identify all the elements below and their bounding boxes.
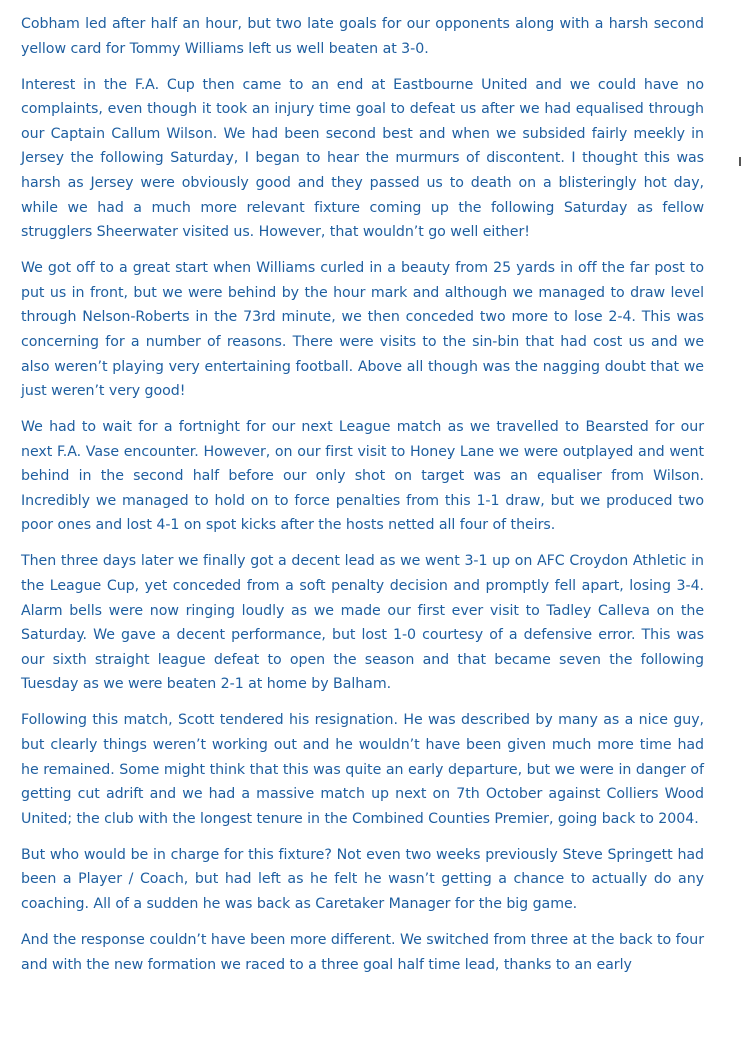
paragraph-8: And the response couldn’t have been more different. We switched from three at the back to four and with the new formation we raced to a three goal half time lead, thanks to an early xyxy=(21,931,704,973)
paragraph-1: Cobham led after half an hour, but two late goals for our opponents along with a harsh second yellow card for Tommy Williams left us well beaten at 3-0. xyxy=(21,16,704,57)
margin-mark xyxy=(739,157,741,166)
paragraph-4: We had to wait for a fortnight for our next League match as we travelled to Bearsted for our next F.A. Vase encounter. However, on our first visit to Honey Lane we were outplayed and went behind in the second half before our only shot on target was an equaliser from Wilson. Incredibly we managed to hold on to force penalties from this 1-1 draw, but we produced two poor ones and lost 4-1 on spot kicks after the hosts netted all four of theirs. xyxy=(21,419,704,534)
paragraph-5: Then three days later we finally got a decent lead as we went 3-1 up on AFC Croydon Athletic in the League Cup, yet conceded from a soft penalty decision and promptly fell apart, losing 3-4. Alarm bells were now ringing loudly as we made our first ever visit to Tadley Calleva on the Saturday. We gave a decent performance, but lost 1-0 courtesy of a defensive error. This was our sixth straight league defeat to open the season and that became seven the following Tuesday as we were beaten 2-1 at home by Balham. xyxy=(21,553,704,693)
paragraph-7: But who would be in charge for this fixture? Not even two weeks previously Steve Springett had been a Player / Coach, but had left as he felt he wasn’t getting a chance to actually do any coaching. All of a sudden he was back as Caretaker Manager for the big game. xyxy=(21,846,704,912)
paragraph-6: Following this match, Scott tendered his resignation. He was described by many as a nice guy, but clearly things weren’t working out and he wouldn’t have been given much more time had he remained. Some might think that this was quite an early departure, but we were in danger of getting cut adrift and we had a massive match up next on 7th October against Colliers Wood United; the club with the longest tenure in the Combined Counties Premier, going back to 2004. xyxy=(21,712,704,827)
paragraph-3: We got off to a great start when Williams curled in a beauty from 25 yards in off the far post to put us in front, but we were behind by the hour mark and although we managed to draw level through Nelson-Roberts in the 73rd minute, we then conceded two more to lose 2-4. This was concerning for a number of reasons. There were visits to the sin-bin that had cost us and we also weren’t playing very entertaining football. Above all though was the nagging doubt that we just weren’t very good! xyxy=(21,260,704,400)
paragraph-2: Interest in the F.A. Cup then came to an end at Eastbourne United and we could have no complaints, even though it took an injury time goal to defeat us after we had equalised through our Captain Callum Wilson. We had been second best and when we subsided fairly meekly in Jersey the following Saturday, I began to hear the murmurs of discontent. I thought this was harsh as Jersey were obviously good and they passed us to death on a blisteringly hot day, while we had a much more relevant fixture coming up the following Saturday as fellow strugglers Sheerwater visited us. However, that wouldn’t go well either! xyxy=(21,76,704,241)
document-body xyxy=(21,12,704,977)
